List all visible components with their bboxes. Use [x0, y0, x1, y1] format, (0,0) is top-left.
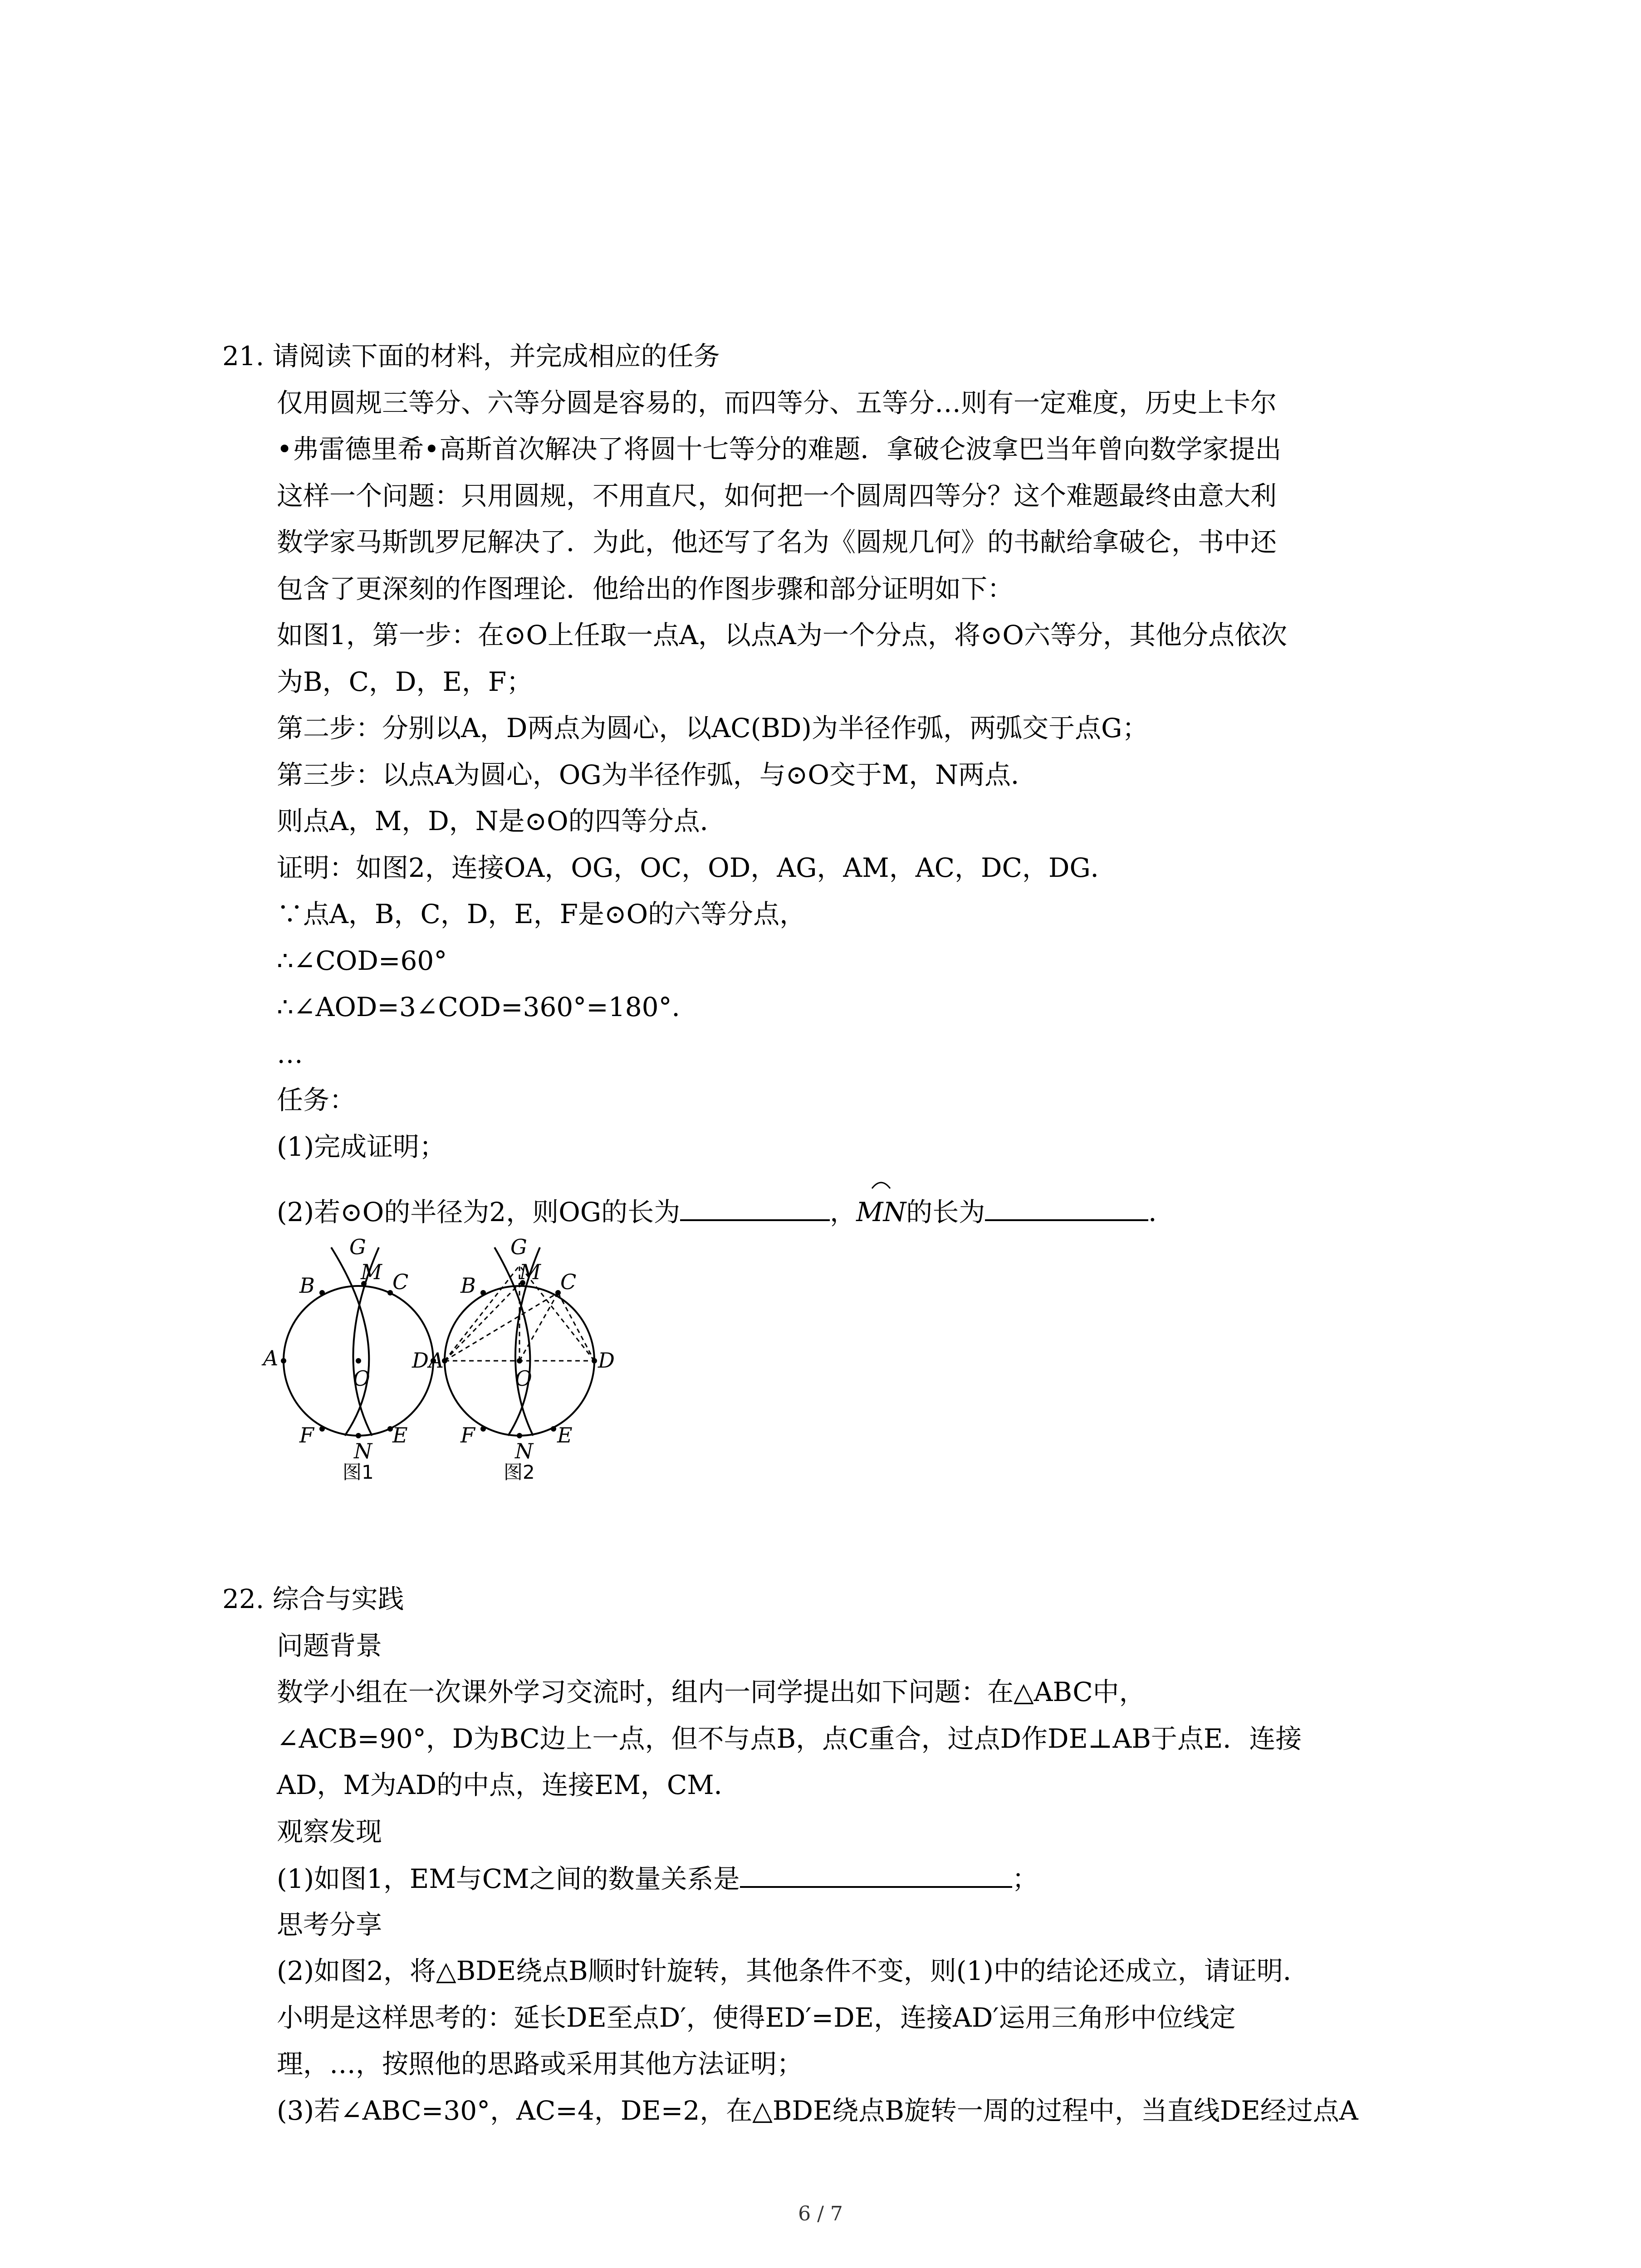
page-number: 6 / 7 — [798, 2202, 843, 2225]
q22-line-1: 问题背景 — [277, 1630, 382, 1661]
fig2-label-m: M — [519, 1260, 541, 1284]
q22-line-9: 理，…，按照他的思路或采用其他方法证明； — [277, 2048, 803, 2079]
q21-line-8: 第二步：分别以A，D两点为圆心，以AC(BD)为半径作弧，两弧交于点G； — [277, 713, 1149, 743]
fig2-label-e: E — [557, 1423, 573, 1447]
figure-2 — [412, 1229, 622, 1483]
fig2-label-n: N — [515, 1439, 534, 1463]
q21-line-14: ∴∠AOD=3∠COD=360°=180°． — [277, 992, 698, 1022]
fig1-label-f: F — [299, 1423, 314, 1447]
q22-line-6: 思考分享 — [277, 1909, 382, 1940]
fig2-label-g: G — [510, 1235, 527, 1259]
arc-mark-icon — [871, 1178, 892, 1189]
fig2-caption: 图2 — [504, 1461, 535, 1483]
q21-line-3: 这样一个问题：只用圆规，不用直尺，如何把一个圆周四等分？这个难题最终由意大利 — [277, 480, 1277, 511]
q21-line-17: (1)完成证明； — [277, 1131, 446, 1162]
q21-line-12: ∵点A，B，C，D，E，F是⊙O的六等分点， — [277, 899, 806, 929]
q22-line-8: 小明是这样思考的：延长DE至点D′，使得ED′=DE，连接AD′运用三角形中位线定 — [277, 2002, 1236, 2033]
q22-task-1 — [277, 1860, 1038, 1897]
q21-line-6: 如图1，第一步：在⊙O上任取一点A，以点A为一个分点，将⊙O六等分，其他分点依次 — [277, 620, 1287, 650]
q21-line-9: 第三步：以点A为圆心，OG为半径作弧，与⊙O交于M，N两点． — [277, 759, 1038, 790]
q22-line-5: 观察发现 — [277, 1816, 382, 1847]
q21-line-13: ∴∠COD=60° — [277, 945, 447, 976]
fig2-label-c: C — [560, 1270, 577, 1294]
q21-line-7: 为B，C，D，E，F； — [277, 666, 533, 697]
q21-line-1: 仅用圆规三等分、六等分圆是容易的，而四等分、五等分…则有一定难度，历史上卡尔 — [277, 387, 1277, 418]
fig1-label-o: O — [353, 1366, 370, 1391]
q21-line-16: 任务： — [277, 1085, 356, 1115]
fig2-label-d: D — [598, 1348, 615, 1373]
q21-line-11: 证明：如图2，连接OA，OG，OC，OD，AG，AM，AC，DC，DG． — [277, 852, 1117, 883]
q22-line-7: (2)如图2，将△BDE绕点B顺时针旋转，其他条件不变，则(1)中的结论还成立，请证明． — [277, 1955, 1309, 1986]
fig2-label-b: B — [460, 1273, 476, 1298]
q22-task1-end: ； — [1012, 1863, 1038, 1894]
fig2-label-da: DA — [412, 1348, 444, 1373]
fig1-label-c: C — [392, 1270, 409, 1294]
task2-sep: ， — [830, 1197, 857, 1227]
q21-task-2 — [277, 1193, 1175, 1230]
fig1-label-b: B — [299, 1273, 315, 1298]
fig1-caption: 图1 — [343, 1461, 374, 1483]
fig1-label-a: A — [263, 1346, 279, 1370]
q21-line-10: 则点A，M，D，N是⊙O的四等分点． — [277, 806, 726, 836]
q22-line-4: AD，M为AD的中点，连接EM，CM． — [277, 1769, 740, 1800]
q21-title: 21. 请阅读下面的材料，并完成相应的任务 — [222, 341, 720, 371]
arc-answer-blank[interactable] — [985, 1193, 1148, 1221]
q22-line-2: 数学小组在一次课外学习交流时，组内一同学提出如下问题：在△ABC中， — [277, 1677, 1146, 1707]
q22-task1-prefix: (1)如图1，EM与CM之间的数量关系是 — [277, 1863, 740, 1894]
q21-line-5: 包含了更深刻的作图理论．他给出的作图步骤和部分证明如下： — [277, 573, 1014, 604]
q21-line-2: •弗雷德里希•高斯首次解决了将圆十七等分的难题．拿破仑波拿巴当年曾向数学家提出 — [277, 434, 1282, 464]
fig1-label-n: N — [354, 1439, 372, 1463]
em-cm-answer-blank[interactable] — [740, 1860, 1012, 1888]
q22-line-10: (3)若∠ABC=30°，AC=4，DE=2，在△BDE绕点B旋转一周的过程中，当直线DE经过点A — [277, 2095, 1358, 2126]
q22-title: 22. 综合与实践 — [222, 1584, 404, 1614]
task2-prefix: (2)若⊙O的半径为2，则OG的长为 — [277, 1197, 681, 1227]
fig2-label-o: O — [515, 1366, 532, 1391]
fig1-label-m: M — [361, 1260, 382, 1284]
og-answer-blank[interactable] — [680, 1193, 830, 1221]
arc-mn: MN — [856, 1194, 906, 1230]
fig1-label-g: G — [349, 1235, 366, 1259]
q21-line-4: 数学家马斯凯罗尼解决了．为此，他还写了名为《圆规几何》的书献给拿破仑，书中还 — [277, 527, 1277, 557]
fig1-label-e: E — [392, 1423, 408, 1447]
fig2-label-f: F — [460, 1423, 475, 1447]
q22-line-3: ∠ACB=90°，D为BC边上一点，但不与点B，点C重合，过点D作DE⊥AB于点E．连接 — [277, 1723, 1302, 1754]
task2-suffix: 的长为 — [906, 1197, 985, 1227]
q21-line-15: … — [277, 1038, 303, 1069]
task2-end: ． — [1148, 1197, 1175, 1227]
